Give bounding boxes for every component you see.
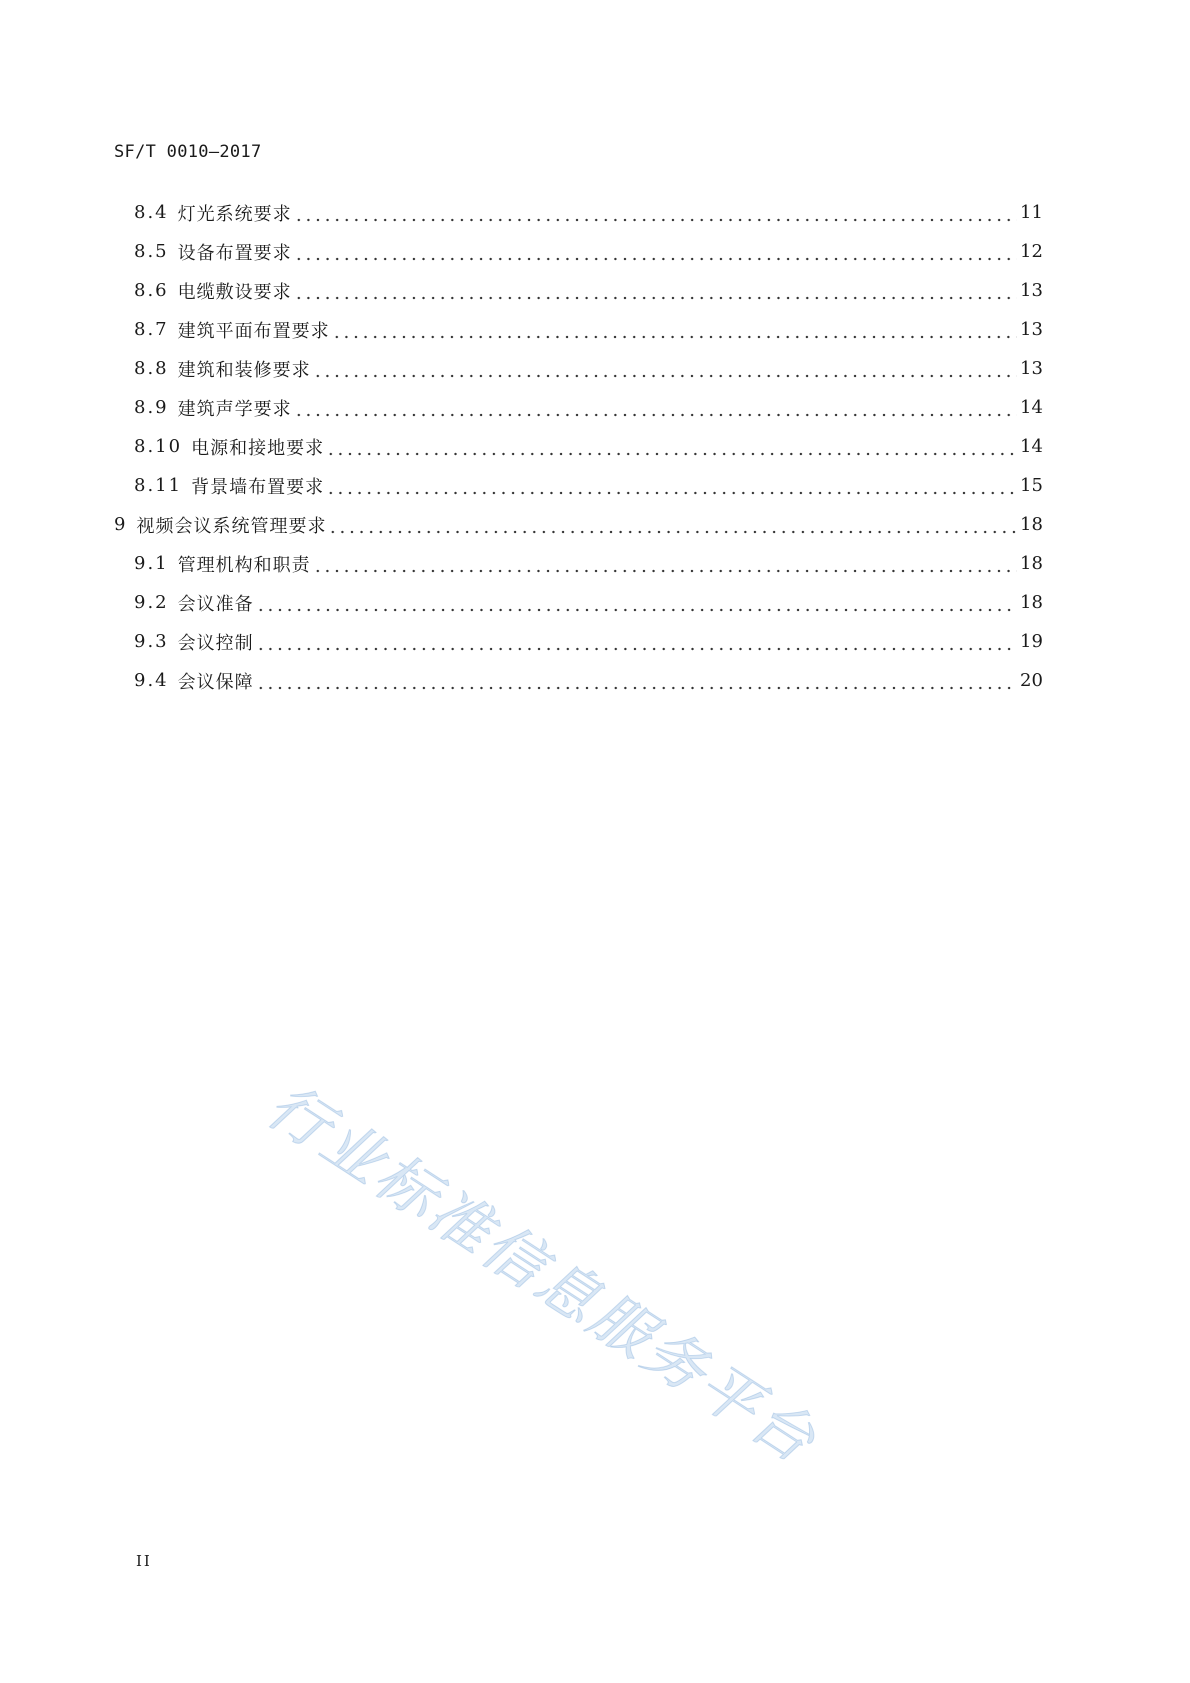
toc-dot-leader	[326, 477, 1017, 495]
toc-entry[interactable]	[0, 271, 1190, 310]
toc-entry-number: 8.8	[134, 358, 169, 379]
document-code-header: SF/T 0010—2017	[114, 142, 262, 162]
toc-entry-page: 11	[1020, 202, 1043, 223]
toc-entry-title: 建筑声学要求	[177, 398, 292, 420]
toc-entry-title: 电源和接地要求	[191, 437, 325, 459]
toc-entry[interactable]	[0, 544, 1190, 583]
toc-entry-title: 灯光系统要求	[177, 203, 292, 225]
toc-entry-number: 8.6	[134, 280, 169, 301]
toc-entry[interactable]	[0, 583, 1190, 622]
watermark: 行业标准信息服务平台	[254, 1070, 830, 1479]
toc-entry-title: 管理机构和职责	[177, 554, 311, 576]
toc-entry[interactable]	[0, 661, 1190, 700]
toc-entry-page: 14	[1020, 436, 1043, 457]
toc-entry-title: 建筑和装修要求	[177, 359, 311, 381]
toc-entry-page: 15	[1020, 475, 1043, 496]
toc-entry-number: 8.11	[134, 475, 183, 496]
toc-entry-page: 18	[1020, 514, 1043, 535]
toc-dot-leader	[313, 360, 1017, 378]
table-of-contents	[0, 193, 1190, 700]
toc-entry[interactable]	[0, 505, 1190, 544]
toc-entry-title: 建筑平面布置要求	[177, 320, 330, 342]
toc-entry[interactable]	[0, 349, 1190, 388]
toc-dot-leader	[294, 282, 1017, 300]
toc-entry-number: 8.10	[134, 436, 183, 457]
toc-entry-title: 会议保障	[177, 671, 254, 693]
toc-entry-number: 9.1	[134, 553, 169, 574]
toc-entry-title: 会议准备	[177, 593, 254, 615]
toc-entry-number: 9.2	[134, 592, 169, 613]
toc-entry-page: 12	[1020, 241, 1043, 262]
toc-entry-number: 8.7	[134, 319, 169, 340]
toc-entry-page: 13	[1020, 319, 1043, 340]
toc-entry-page: 13	[1020, 280, 1043, 301]
toc-entry[interactable]	[0, 466, 1190, 505]
toc-dot-leader	[328, 516, 1017, 534]
toc-entry-page: 18	[1020, 592, 1043, 613]
toc-entry-number: 9.3	[134, 631, 169, 652]
toc-entry-page: 13	[1020, 358, 1043, 379]
toc-dot-leader	[256, 633, 1017, 651]
toc-entry-title: 视频会议系统管理要求	[136, 515, 327, 537]
toc-dot-leader	[332, 321, 1017, 339]
toc-dot-leader	[313, 555, 1017, 573]
toc-entry-number: 9.4	[134, 670, 169, 691]
toc-entry-page: 18	[1020, 553, 1043, 574]
toc-entry[interactable]	[0, 232, 1190, 271]
toc-entry[interactable]	[0, 622, 1190, 661]
toc-dot-leader	[294, 204, 1017, 222]
toc-entry-page: 20	[1020, 670, 1043, 691]
page-number-footer: II	[136, 1552, 152, 1570]
toc-entry[interactable]	[0, 427, 1190, 466]
toc-entry-page: 14	[1020, 397, 1043, 418]
toc-entry[interactable]	[0, 193, 1190, 232]
toc-entry-page: 19	[1020, 631, 1043, 652]
toc-dot-leader	[326, 438, 1017, 456]
toc-entry-number: 8.4	[134, 202, 169, 223]
toc-entry-title: 背景墙布置要求	[191, 476, 325, 498]
toc-entry-number: 8.9	[134, 397, 169, 418]
toc-entry-number: 8.5	[134, 241, 169, 262]
toc-dot-leader	[294, 399, 1017, 417]
toc-dot-leader	[256, 672, 1017, 690]
toc-dot-leader	[294, 243, 1017, 261]
toc-entry-number: 9	[114, 514, 128, 535]
toc-entry-title: 设备布置要求	[177, 242, 292, 264]
toc-entry-title: 电缆敷设要求	[177, 281, 292, 303]
toc-entry-title: 会议控制	[177, 632, 254, 654]
toc-dot-leader	[256, 594, 1017, 612]
toc-entry[interactable]	[0, 310, 1190, 349]
toc-entry[interactable]	[0, 388, 1190, 427]
